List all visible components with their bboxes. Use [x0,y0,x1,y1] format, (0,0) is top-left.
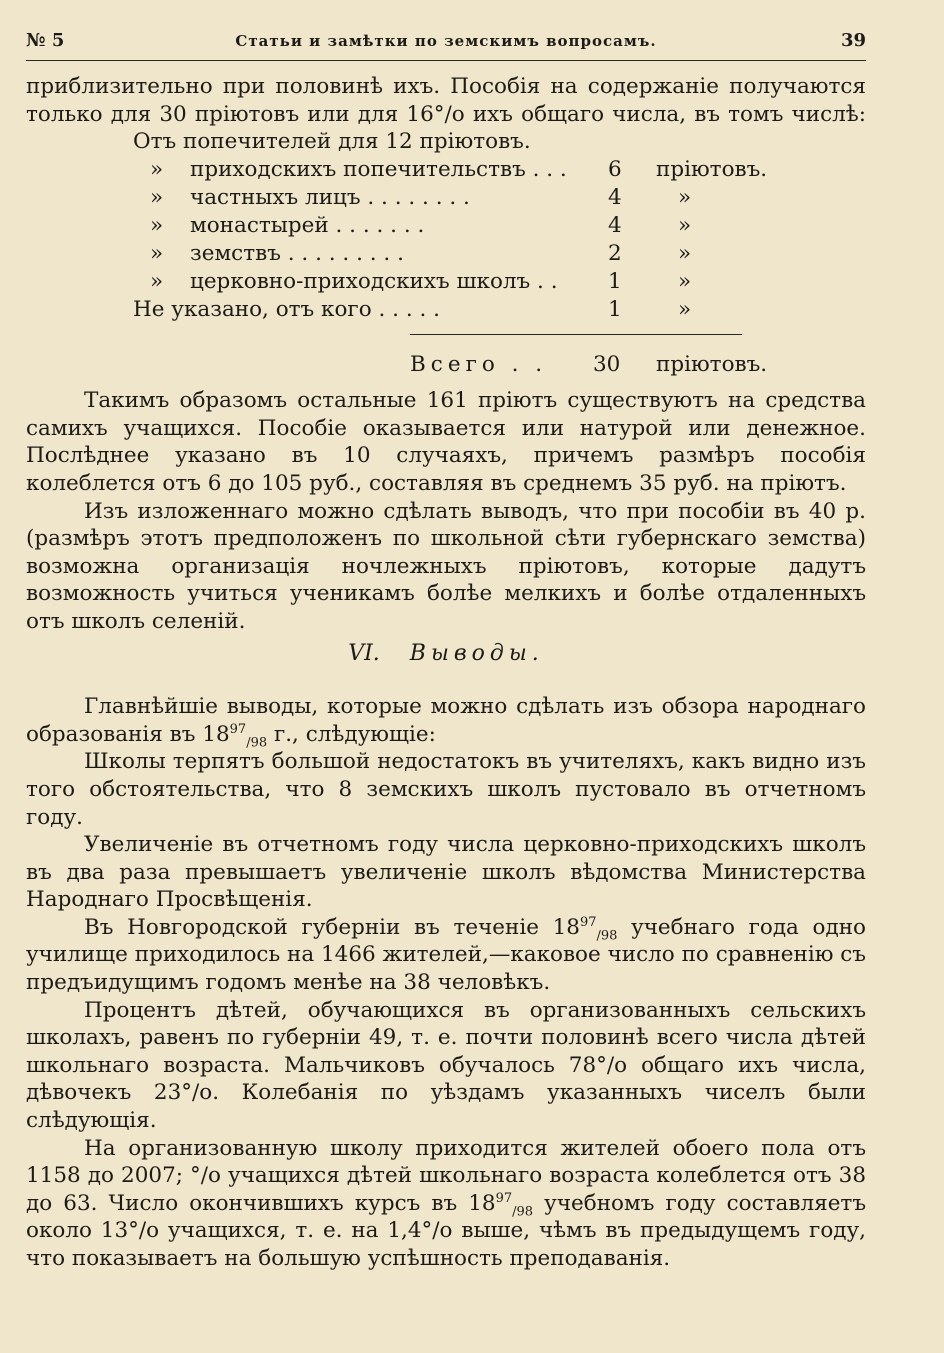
paragraph [26,914,866,997]
row-label: монастырей . . . . . . . [190,213,425,239]
total-count: 30 [593,352,621,378]
ditto-mark: » [150,241,164,267]
paragraph: Такимъ образомъ остальные 161 пріютъ существуютъ на средства самихъ учащихся. Пособіе оказывается или натурой или денежное. Послѣднее указано въ 10 случаяхъ, причемъ размѣръ пособія колеблется отъ 6 до 105 руб., составляя въ среднемъ 35 руб. на пріютъ. [26,388,866,496]
running-title: Статьи и замѣтки по земскимъ вопросамъ. [235,32,657,50]
row-label: Не указано, отъ кого . . . . . [133,297,440,323]
section-heading [26,640,866,668]
text: учебнаго года одно училище приходилось на 1466 жителей,—каковое число по сравненію съ предъидущимъ годомъ менѣе на 38 человѣкъ. [26,914,866,996]
running-header [26,26,866,61]
intro-line-1: приблизительно при половинѣ ихъ. Пособія на содержаніе получаются [26,74,866,99]
ditto-mark: » [150,269,164,295]
ditto-mark: » [150,157,164,183]
total-unit: пріютовъ. [656,352,768,378]
section-title: Выводы. [409,640,544,666]
table-row [26,128,866,156]
year-sup: 97 [495,1190,513,1206]
total-divider [410,334,742,351]
row-label: земствъ . . . . . . . . . [190,241,404,267]
paragraph: Школы терпятъ большой недостатокъ въ учителяхъ, какъ видно изъ того обстоятельства, что 8 земскихъ школъ пустовало въ отчетномъ году. [26,749,866,830]
intro-line-2: только для 30 пріютовъ или для 16°/о ихъ общаго числа, въ томъ числѣ: [26,101,866,127]
paragraph [26,693,866,751]
text: учебномъ году составляетъ около 13°/о учащихся, т. е. на 1,4°/о выше, чѣмъ въ предыдущемъ году, что показываетъ на большую успѣшность преподаванія. [26,1190,866,1271]
year-sup: 97 [229,721,247,737]
table-row [26,240,866,268]
text: Въ Новгородской губерніи въ теченіе 18 [84,914,580,940]
total-label: Всего . . [410,352,548,378]
row-count: 4 [608,213,622,239]
row-unit: » [678,213,692,239]
year-sub: /98 [596,928,618,944]
text: г., слѣдующіе: [267,721,436,747]
row-count: 1 [608,269,622,295]
table-row [26,296,866,324]
row-count: 1 [608,297,622,323]
year-sup: 97 [579,914,597,930]
row-count: 2 [608,241,622,267]
body-text [26,73,866,1273]
ditto-mark: » [150,213,164,239]
table-row [26,268,866,296]
row-unit: » [678,297,692,323]
row-label: церковно-приходскихъ школъ . . [190,269,558,295]
row-label: частныхъ лицъ . . . . . . . . [190,185,470,211]
text: Главнѣйшіе выводы, которые можно сдѣлать изъ обзора народнаго образованія въ 18 [26,694,866,747]
table-row [26,156,866,184]
table-first-row: Отъ попечителей для 12 пріютовъ. [133,129,531,155]
paragraph: Процентъ дѣтей, обучающихся въ организованныхъ сельскихъ школахъ, равенъ по губерніи 49, т. е. почти половинѣ всего числа дѣтей школьнаго возраста. Мальчиковъ обучалось 78°/о общаго ихъ числа, дѣвочекъ 23°/о. Колебанія по уѣздамъ указанныхъ чиселъ были слѣдующія. [26,997,866,1134]
row-unit: » [678,241,692,267]
section-number: VI. [348,640,380,666]
row-unit: пріютовъ. [656,157,768,183]
year-sub: /98 [246,735,268,751]
table-total-row [26,351,866,381]
row-label: приходскихъ попечительствъ . . . [190,157,567,183]
row-unit: » [678,269,692,295]
text: На организованную школу приходится жителей обоего пола отъ 1158 до 2007; °/о учащихся дѣтей школьнаго возраста колеблется отъ 38 до 63. Число окончившихъ курсъ въ 18 [26,1135,866,1216]
shelters-table [26,128,866,381]
paragraph: Изъ изложеннаго можно сдѣлать выводъ, что при пособіи въ 40 р. (размѣръ этотъ предположенъ по школьной сѣти губернскаго земства) возможна организація ночлежныхъ пріютовъ, которые дадутъ возможность учиться ученикамъ болѣе мелкихъ и болѣе отдаленныхъ отъ школъ селеній. [26,498,866,634]
issue-number: № 5 [26,30,65,51]
row-unit: » [678,185,692,211]
table-row [26,184,866,212]
row-count: 4 [608,185,622,211]
page [26,26,866,1273]
paragraph [26,1135,866,1273]
table-row [26,212,866,240]
page-number: 39 [840,30,866,51]
ditto-mark: » [150,185,164,211]
paragraph: Увеличеніе въ отчетномъ году числа церковно-приходскихъ школъ въ два раза превышаетъ увеличеніе школъ вѣдомства Министерства Народнаго Просвѣщенія. [26,832,866,913]
year-sub: /98 [512,1204,534,1220]
row-count: 6 [608,157,622,183]
